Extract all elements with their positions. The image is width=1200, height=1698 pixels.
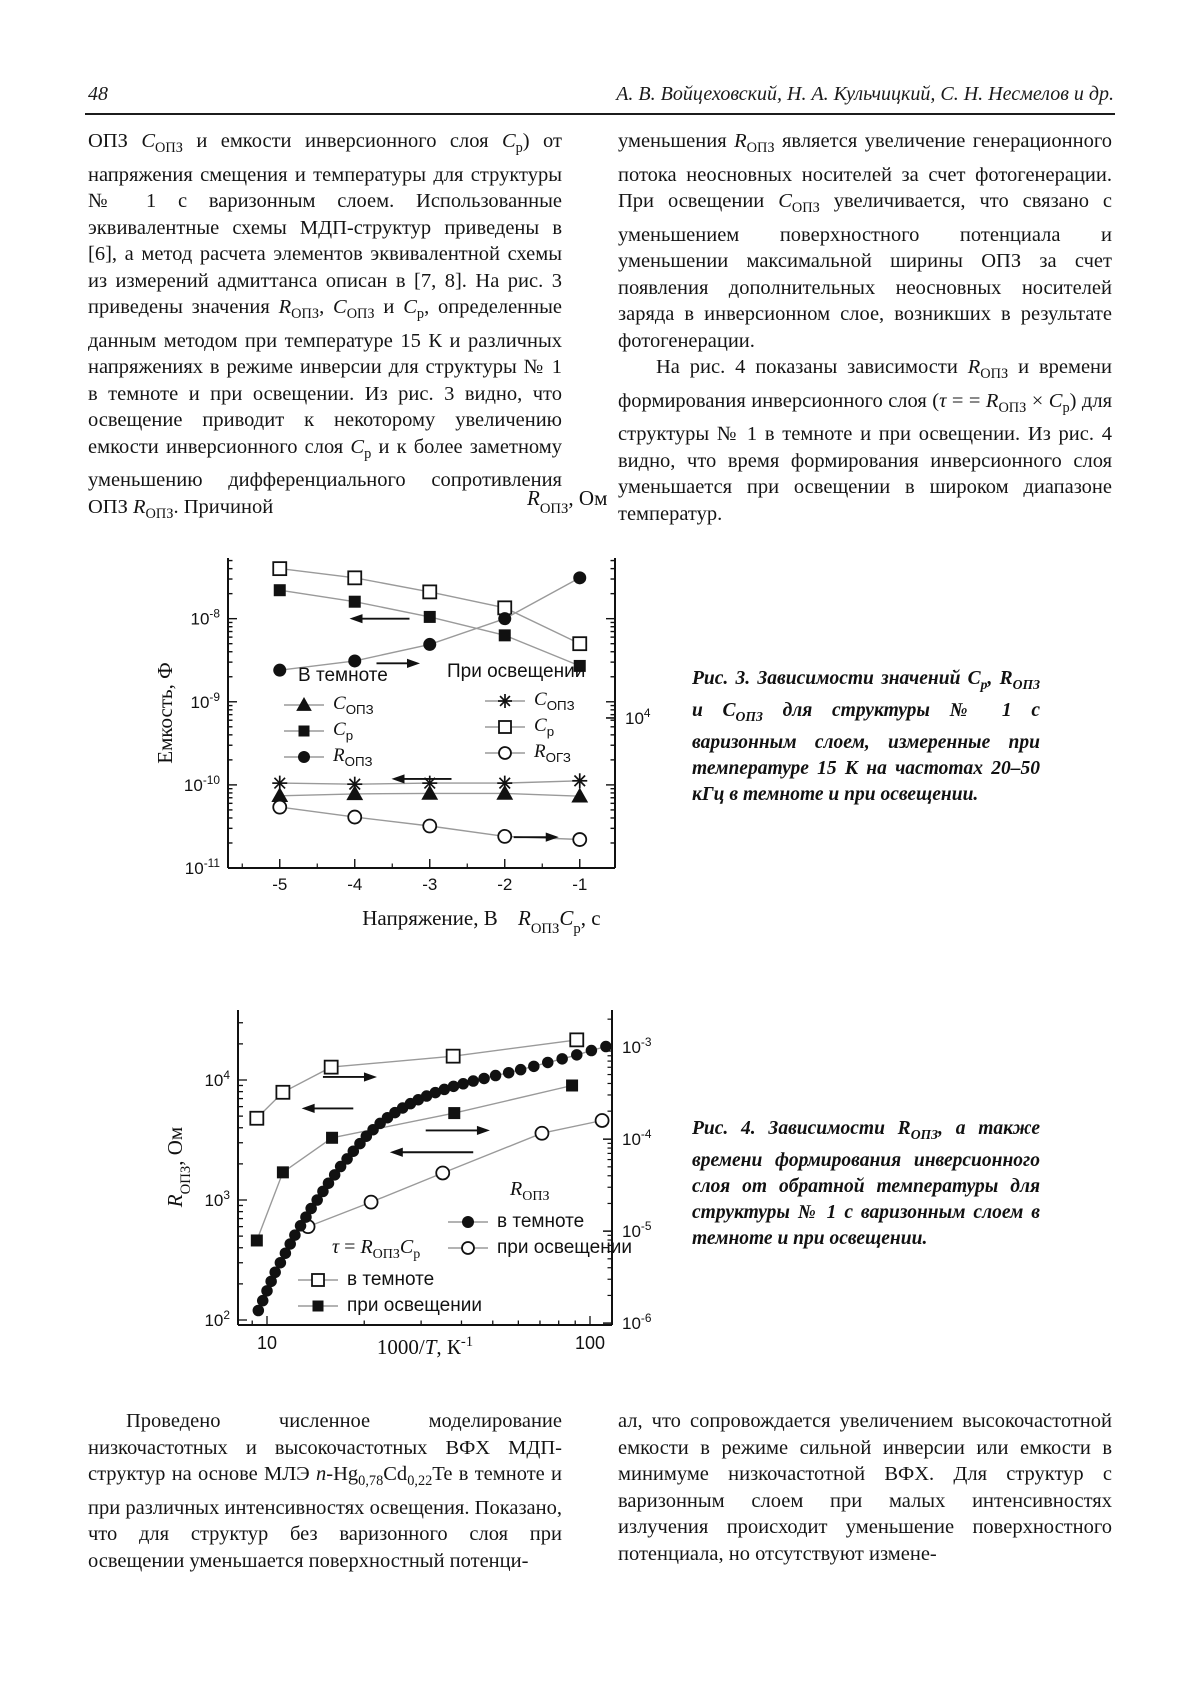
svg-text:-2: -2	[497, 875, 513, 894]
open-square-marker-icon	[483, 718, 527, 736]
asterisk-marker-icon	[483, 692, 527, 710]
legend-label: $C_p$	[534, 714, 555, 739]
legend-item	[446, 1209, 632, 1235]
open-circle-marker-icon	[483, 744, 527, 762]
legend-label: $C_{ОПЗ}$	[333, 692, 374, 717]
figure4-caption: Рис. 4. Зависимости $R_{ОПЗ}$, а также времени формирования инверсионного слоя от обратной температуры для структуры № 1 с варизонным слоем в темноте и при освещении.	[692, 1118, 1040, 1249]
svg-text:103: $10^3$	[204, 1188, 230, 1210]
svg-text:104: $10^4$	[625, 705, 651, 728]
text-column-top-left	[88, 128, 562, 527]
text-column-bottom-left	[88, 1408, 562, 1574]
svg-text:RОПЗ, Ом: $R_{ОПЗ}$, Ом	[163, 1126, 194, 1208]
header-rule	[85, 113, 1115, 115]
svg-text:10-8: $10^{-8}$	[190, 606, 220, 629]
svg-text:10-3: $10^{-3}$	[622, 1034, 652, 1057]
legend-item	[296, 1267, 482, 1293]
svg-text:10-10: $10^{-10}$	[183, 772, 220, 795]
svg-text:1000/T, К-1: 1000/T, $К^{-1}$	[376, 1334, 474, 1359]
legend-label: при освещении	[497, 1236, 632, 1258]
svg-text:104: $10^4$	[204, 1068, 230, 1090]
legend-label: $C_{ОПЗ}$	[534, 688, 575, 713]
svg-text:100: 100	[574, 1333, 606, 1353]
figure4-legend-tau	[296, 1234, 482, 1319]
legend-label: при освещении	[347, 1294, 482, 1316]
legend-item	[483, 688, 585, 714]
svg-text:10-11: $10^{-11}$	[184, 856, 220, 878]
svg-text:-5: -5	[272, 875, 288, 894]
text-column-bottom-right	[618, 1408, 1112, 1567]
page-number: 48	[88, 83, 108, 105]
svg-text:-1: -1	[572, 875, 588, 894]
text-column-top-right	[618, 128, 1112, 527]
figure3-legend-dark	[282, 664, 388, 770]
paragraph: На рис. 4 показаны зависимости $R_{ОПЗ}$ и времени формирования инверсионного слоя (τ = = $R_{ОПЗ} \times C_p$) для структуры № 1 в темноте и при освещении. Из рис. 4 видно, что время формирования инверсионного слоя уменьшается при освещении в широком диапазоне температур.	[618, 356, 1113, 525]
svg-text:RОПЗCp, с: $R_{ОПЗ}C_p$, с	[518, 906, 601, 937]
legend-title: При освещении	[447, 661, 586, 682]
filled-square-marker-icon	[296, 1297, 340, 1315]
filled-triangle-marker-icon	[282, 696, 326, 714]
filled-square-marker-icon	[282, 722, 326, 740]
paragraph: ал, что сопровождается увеличением высокочастотной емкости в режиме сильной инверсии или емкости в минимуме низкочастотной ВФХ. Для структур с варизонным слоем при малых интенсивностях излучения происходит уменьшение поверхностного потенциала, но отсутствуют измене-	[618, 1410, 1112, 1565]
figure3-caption: Рис. 3. Зависимости значений $C_p$, $R_{ОПЗ}$ и $C_{ОПЗ}$ для структуры № 1 с варизонным слоем, измеренные при температуре 15 К на частотах 20–50 кГц в темноте и при освещении.	[692, 668, 1041, 805]
legend-label: $R_{ОГЗ}$	[534, 740, 571, 765]
svg-text:10-5: $10^{-5}$	[622, 1219, 652, 1242]
legend-title: $\tau = R_{ОПЗ}C_p$	[332, 1236, 421, 1262]
filled-circle-marker-icon	[282, 748, 326, 766]
svg-text:10-4: $10^{-4}$	[622, 1127, 652, 1150]
legend-item	[282, 692, 388, 718]
figure3-legend-light	[447, 660, 585, 766]
legend-item	[282, 718, 388, 744]
svg-text:Напряжение, В: Напряжение, В	[362, 906, 498, 930]
svg-text:10-9: $10^{-9}$	[190, 689, 220, 712]
legend-item	[483, 740, 585, 766]
svg-text:RОПЗ, Ом: $R_{ОПЗ}$, Ом	[527, 486, 608, 517]
legend-item	[483, 714, 585, 740]
figure3-chart	[130, 478, 690, 948]
paragraph: ОПЗ $C_{ОПЗ}$ и емкости инверсионного слоя $C_p$) от напряжения смещения и температуры для структуры № 1 с варизонным слоем. Использованные эквивалентные схемы МДП-структур приведены в [6], а метод расчета элементов эквивалентной схемы из измерений адмиттанса описан в [7, 8]. На рис. 3 приведены значения $R_{ОПЗ}$, $C_{ОПЗ}$ и $C_p$, определенные данным методом при температуре 15 К и различных напряжениях в режиме инверсии для структуры № 1 в темноте и при освещении. Из рис. 3 видно, что освещение приводит к некоторому увеличению емкости инверсионного слоя $C_p$ и к более заметному уменьшению дифференциального сопротивления ОПЗ $R_{ОПЗ}$. Причиной	[88, 130, 562, 522]
filled-circle-marker-icon	[446, 1213, 490, 1231]
legend-label: в темноте	[347, 1268, 435, 1290]
svg-text:10-6: $10^{-6}$	[622, 1311, 652, 1334]
legend-item	[296, 1293, 482, 1319]
open-square-marker-icon	[296, 1271, 340, 1289]
svg-text:102: $10^2$	[204, 1308, 230, 1330]
legend-label: в темноте	[497, 1210, 585, 1232]
legend-label: $R_{ОПЗ}$	[333, 744, 373, 769]
paragraph: Проведено численное моделирование низкочастотных и высокочастотных ВФХ МДП-структур на основе МЛЭ $n-Hg_{0,78}Cd_{0,22}Te$ в темноте и при различных интенсивностях освещения. Показано, что для структур без варизонного слоя при освещении уменьшается поверхностный потенци-	[88, 1410, 562, 1572]
svg-text:10: 10	[256, 1333, 278, 1353]
svg-text:-3: -3	[422, 875, 438, 894]
paragraph: уменьшения $R_{ОПЗ}$ является увеличение генерационного потока неосновных носителей за счет фотогенерации. При освещении $C_{ОПЗ}$ увеличивается, что связано с уменьшением поверхностного потенциала и уменьшении максимальной ширины ОПЗ за счет появления дополнительных неосновных носителей заряда в инверсионном слое, возникших в результате фотогенерации.	[618, 130, 1113, 352]
legend-item	[282, 744, 388, 770]
svg-text:Емкость, Ф: Емкость, Ф	[153, 662, 177, 764]
legend-label: $C_p$	[333, 718, 354, 743]
legend-title: $R_{ОПЗ}$	[510, 1178, 550, 1204]
legend-title: В темноте	[298, 665, 388, 686]
running-head-authors: А. В. Войцеховский, Н. А. Кульчицкий, С. Н. Несмелов и др.	[616, 83, 1114, 105]
svg-text:-4: -4	[347, 875, 363, 894]
